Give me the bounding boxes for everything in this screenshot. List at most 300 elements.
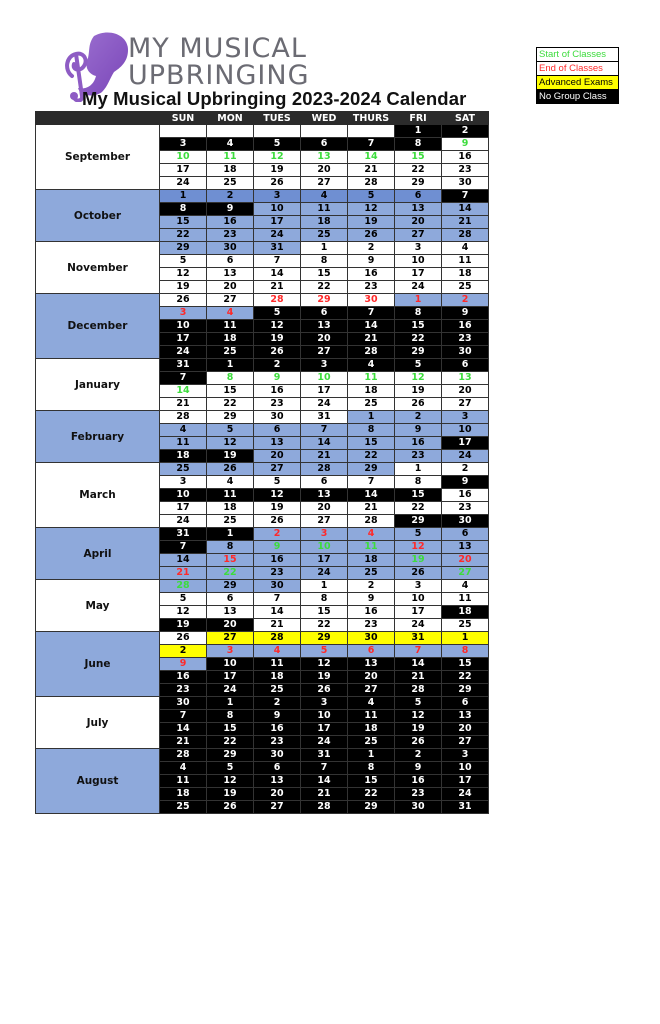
day-cell: 2 (207, 190, 254, 203)
day-cell: 16 (442, 320, 489, 333)
month-label: June (36, 632, 160, 697)
day-cell: 30 (254, 749, 301, 762)
day-cell: 12 (207, 775, 254, 788)
week-row (36, 580, 489, 593)
day-cell: 6 (207, 593, 254, 606)
day-cell (160, 125, 207, 138)
day-cell: 4 (160, 762, 207, 775)
day-cell: 25 (442, 281, 489, 294)
day-cell: 29 (207, 580, 254, 593)
day-cell: 25 (160, 801, 207, 814)
day-cell: 10 (301, 372, 348, 385)
day-cell: 23 (395, 450, 442, 463)
day-cell: 22 (395, 502, 442, 515)
day-cell: 4 (348, 528, 395, 541)
day-cell: 3 (160, 138, 207, 151)
day-cell: 30 (254, 580, 301, 593)
day-cell: 29 (348, 801, 395, 814)
day-cell: 5 (395, 359, 442, 372)
day-cell: 22 (207, 567, 254, 580)
day-cell: 20 (254, 788, 301, 801)
day-cell: 4 (348, 359, 395, 372)
day-cell: 26 (207, 801, 254, 814)
day-cell: 6 (442, 528, 489, 541)
month-label: July (36, 697, 160, 749)
day-cell: 6 (254, 762, 301, 775)
day-cell: 13 (301, 320, 348, 333)
day-cell: 21 (254, 619, 301, 632)
day-cell: 25 (442, 619, 489, 632)
day-cell: 27 (207, 294, 254, 307)
day-cell: 1 (395, 463, 442, 476)
day-cell: 16 (442, 151, 489, 164)
day-cell: 9 (254, 541, 301, 554)
month-label: January (36, 359, 160, 411)
day-cell: 30 (442, 177, 489, 190)
day-cell: 7 (160, 710, 207, 723)
day-cell: 17 (301, 385, 348, 398)
day-cell: 6 (207, 255, 254, 268)
day-cell: 28 (160, 580, 207, 593)
day-cell: 18 (207, 164, 254, 177)
day-cell: 16 (254, 723, 301, 736)
day-cell: 15 (301, 606, 348, 619)
day-cell: 21 (442, 216, 489, 229)
day-cell: 13 (301, 489, 348, 502)
day-cell: 25 (207, 346, 254, 359)
day-cell: 25 (348, 398, 395, 411)
day-cell: 16 (254, 385, 301, 398)
day-cell: 28 (348, 177, 395, 190)
day-cell: 18 (348, 554, 395, 567)
day-cell: 11 (207, 151, 254, 164)
day-cell: 29 (160, 242, 207, 255)
day-cell: 20 (254, 450, 301, 463)
day-cell: 27 (442, 736, 489, 749)
day-cell: 22 (395, 333, 442, 346)
day-cell: 29 (395, 515, 442, 528)
day-cell: 24 (207, 684, 254, 697)
day-cell: 30 (160, 697, 207, 710)
day-cell: 4 (301, 190, 348, 203)
day-cell: 14 (160, 554, 207, 567)
day-cell: 14 (160, 723, 207, 736)
day-cell: 27 (301, 515, 348, 528)
week-row (36, 294, 489, 307)
day-cell: 12 (395, 541, 442, 554)
day-cell: 27 (207, 632, 254, 645)
day-cell: 16 (348, 606, 395, 619)
day-cell: 6 (301, 476, 348, 489)
day-cell: 21 (301, 450, 348, 463)
day-cell: 22 (395, 164, 442, 177)
day-cell: 6 (442, 359, 489, 372)
day-cell: 13 (254, 437, 301, 450)
day-cell: 24 (301, 398, 348, 411)
month-label: September (36, 125, 160, 190)
day-cell: 10 (301, 541, 348, 554)
day-cell: 8 (160, 203, 207, 216)
day-cell: 24 (395, 619, 442, 632)
day-cell: 22 (348, 788, 395, 801)
weekday-header: THURS (348, 112, 395, 125)
day-cell: 1 (442, 632, 489, 645)
day-cell: 9 (160, 658, 207, 671)
day-cell: 19 (395, 385, 442, 398)
day-cell: 23 (348, 619, 395, 632)
day-cell: 2 (442, 125, 489, 138)
day-cell: 19 (254, 502, 301, 515)
day-cell: 15 (348, 775, 395, 788)
legend-item: Advanced Exams (537, 76, 618, 90)
day-cell: 15 (442, 658, 489, 671)
day-cell: 10 (442, 424, 489, 437)
month-label: February (36, 411, 160, 463)
day-cell: 18 (301, 216, 348, 229)
day-cell: 16 (395, 775, 442, 788)
logo-line-2: UPBRINGING (128, 60, 310, 91)
day-cell: 4 (442, 242, 489, 255)
day-cell: 20 (442, 723, 489, 736)
day-cell: 24 (395, 281, 442, 294)
day-cell: 11 (207, 320, 254, 333)
day-cell: 5 (207, 762, 254, 775)
day-cell: 30 (442, 346, 489, 359)
day-cell: 21 (348, 333, 395, 346)
day-cell: 18 (442, 268, 489, 281)
day-cell: 31 (160, 528, 207, 541)
week-row (36, 359, 489, 372)
day-cell: 31 (395, 632, 442, 645)
weekday-header-row (36, 112, 489, 125)
day-cell: 6 (254, 424, 301, 437)
day-cell: 26 (348, 229, 395, 242)
day-cell (301, 125, 348, 138)
day-cell: 12 (395, 710, 442, 723)
day-cell: 17 (254, 216, 301, 229)
day-cell: 11 (207, 489, 254, 502)
weekday-header: FRI (395, 112, 442, 125)
day-cell: 9 (348, 255, 395, 268)
day-cell: 22 (207, 736, 254, 749)
day-cell: 12 (348, 203, 395, 216)
month-label: April (36, 528, 160, 580)
day-cell: 24 (254, 229, 301, 242)
day-cell: 28 (301, 463, 348, 476)
day-cell: 3 (207, 645, 254, 658)
day-cell: 19 (348, 216, 395, 229)
day-cell: 19 (395, 554, 442, 567)
day-cell: 29 (395, 177, 442, 190)
day-cell: 17 (395, 606, 442, 619)
day-cell: 22 (442, 671, 489, 684)
day-cell: 8 (207, 541, 254, 554)
day-cell: 30 (395, 801, 442, 814)
day-cell: 21 (348, 502, 395, 515)
day-cell: 2 (395, 411, 442, 424)
day-cell: 24 (160, 515, 207, 528)
day-cell: 24 (442, 788, 489, 801)
day-cell: 20 (301, 333, 348, 346)
day-cell: 25 (207, 515, 254, 528)
day-cell: 10 (160, 489, 207, 502)
day-cell: 20 (348, 671, 395, 684)
day-cell: 9 (442, 307, 489, 320)
day-cell: 28 (254, 294, 301, 307)
day-cell: 26 (395, 736, 442, 749)
day-cell: 13 (442, 372, 489, 385)
day-cell: 8 (395, 307, 442, 320)
day-cell: 12 (395, 372, 442, 385)
day-cell: 23 (442, 333, 489, 346)
legend-item: Start of Classes (537, 48, 618, 62)
day-cell: 4 (348, 697, 395, 710)
day-cell: 19 (160, 619, 207, 632)
day-cell: 23 (254, 736, 301, 749)
day-cell: 22 (207, 398, 254, 411)
day-cell: 17 (301, 723, 348, 736)
day-cell: 18 (348, 385, 395, 398)
day-cell: 18 (160, 788, 207, 801)
day-cell: 26 (160, 632, 207, 645)
day-cell: 10 (207, 658, 254, 671)
day-cell: 14 (301, 775, 348, 788)
day-cell: 24 (160, 346, 207, 359)
day-cell: 9 (348, 593, 395, 606)
calendar-table (35, 111, 489, 814)
day-cell: 24 (160, 177, 207, 190)
day-cell: 28 (348, 346, 395, 359)
legend-item: No Group Class (537, 90, 618, 103)
day-cell: 30 (348, 294, 395, 307)
day-cell: 26 (254, 515, 301, 528)
day-cell: 16 (207, 216, 254, 229)
day-cell: 12 (254, 489, 301, 502)
day-cell: 31 (301, 749, 348, 762)
day-cell: 5 (160, 255, 207, 268)
month-label: November (36, 242, 160, 294)
day-cell: 5 (348, 190, 395, 203)
day-cell: 3 (442, 411, 489, 424)
day-cell: 31 (442, 801, 489, 814)
day-cell: 15 (301, 268, 348, 281)
day-cell: 10 (160, 151, 207, 164)
day-cell: 31 (254, 242, 301, 255)
day-cell: 18 (207, 502, 254, 515)
day-cell: 11 (348, 541, 395, 554)
weekday-header: TUES (254, 112, 301, 125)
day-cell: 25 (301, 229, 348, 242)
day-cell: 11 (442, 255, 489, 268)
logo-line-1: MY MUSICAL (128, 33, 307, 64)
day-cell: 27 (442, 398, 489, 411)
day-cell: 11 (301, 203, 348, 216)
day-cell: 15 (348, 437, 395, 450)
day-cell: 13 (395, 203, 442, 216)
day-cell: 2 (442, 463, 489, 476)
day-cell: 1 (395, 125, 442, 138)
day-cell: 14 (348, 489, 395, 502)
day-cell: 29 (301, 294, 348, 307)
day-cell: 26 (301, 684, 348, 697)
day-cell: 2 (254, 697, 301, 710)
day-cell: 20 (442, 385, 489, 398)
day-cell: 29 (442, 684, 489, 697)
day-cell: 30 (254, 411, 301, 424)
day-cell: 23 (207, 229, 254, 242)
day-cell: 9 (442, 138, 489, 151)
day-cell: 18 (254, 671, 301, 684)
day-cell: 5 (254, 307, 301, 320)
day-cell: 14 (160, 385, 207, 398)
day-cell: 13 (348, 658, 395, 671)
day-cell: 11 (348, 372, 395, 385)
day-cell: 14 (442, 203, 489, 216)
day-cell: 21 (348, 164, 395, 177)
day-cell: 3 (301, 528, 348, 541)
day-cell: 19 (207, 788, 254, 801)
day-cell: 9 (207, 203, 254, 216)
day-cell: 7 (301, 762, 348, 775)
month-label: May (36, 580, 160, 632)
day-cell: 2 (348, 580, 395, 593)
day-cell: 17 (442, 437, 489, 450)
day-cell: 4 (254, 645, 301, 658)
day-cell: 21 (160, 398, 207, 411)
day-cell: 29 (207, 749, 254, 762)
day-cell: 1 (301, 580, 348, 593)
day-cell: 11 (160, 775, 207, 788)
day-cell: 28 (348, 515, 395, 528)
day-cell: 4 (207, 138, 254, 151)
day-cell: 13 (207, 268, 254, 281)
day-cell: 6 (301, 138, 348, 151)
month-label: March (36, 463, 160, 528)
day-cell: 27 (442, 567, 489, 580)
day-cell: 28 (442, 229, 489, 242)
day-cell: 7 (160, 541, 207, 554)
day-cell: 1 (207, 359, 254, 372)
day-cell: 29 (395, 346, 442, 359)
day-cell: 17 (160, 333, 207, 346)
day-cell: 13 (254, 775, 301, 788)
calendar-title: My Musical Upbringing 2023-2024 Calendar (82, 88, 467, 109)
day-cell: 20 (442, 554, 489, 567)
day-cell: 10 (442, 762, 489, 775)
week-row (36, 528, 489, 541)
day-cell: 21 (395, 671, 442, 684)
day-cell: 19 (254, 164, 301, 177)
day-cell: 14 (348, 320, 395, 333)
day-cell: 27 (254, 463, 301, 476)
day-cell: 3 (442, 749, 489, 762)
day-cell: 8 (395, 138, 442, 151)
day-cell: 17 (442, 775, 489, 788)
day-cell: 4 (207, 476, 254, 489)
day-cell: 7 (348, 307, 395, 320)
day-cell: 16 (395, 437, 442, 450)
day-cell: 17 (207, 671, 254, 684)
day-cell: 15 (207, 554, 254, 567)
day-cell: 9 (395, 762, 442, 775)
day-cell: 19 (254, 333, 301, 346)
day-cell: 23 (254, 398, 301, 411)
day-cell: 24 (301, 736, 348, 749)
day-cell (348, 125, 395, 138)
day-cell: 6 (442, 697, 489, 710)
day-cell: 25 (348, 736, 395, 749)
legend-item: End of Classes (537, 62, 618, 76)
day-cell: 7 (254, 593, 301, 606)
day-cell: 17 (160, 502, 207, 515)
day-cell: 4 (442, 580, 489, 593)
day-cell: 23 (395, 788, 442, 801)
day-cell: 9 (395, 424, 442, 437)
day-cell: 6 (395, 190, 442, 203)
day-cell: 25 (254, 684, 301, 697)
day-cell: 29 (207, 411, 254, 424)
day-cell: 21 (254, 281, 301, 294)
weekday-header: MON (207, 112, 254, 125)
day-cell: 13 (442, 710, 489, 723)
day-cell: 8 (348, 424, 395, 437)
day-cell: 29 (348, 463, 395, 476)
day-cell: 6 (348, 645, 395, 658)
day-cell: 20 (301, 164, 348, 177)
day-cell: 7 (395, 645, 442, 658)
day-cell: 9 (254, 372, 301, 385)
day-cell: 27 (254, 801, 301, 814)
day-cell: 20 (395, 216, 442, 229)
day-cell: 15 (160, 216, 207, 229)
week-row (36, 697, 489, 710)
day-cell: 1 (348, 411, 395, 424)
weekday-header: SUN (160, 112, 207, 125)
day-cell: 7 (160, 372, 207, 385)
day-cell: 18 (160, 450, 207, 463)
day-cell: 25 (160, 463, 207, 476)
day-cell: 23 (442, 164, 489, 177)
week-row (36, 463, 489, 476)
day-cell: 25 (348, 567, 395, 580)
day-cell: 5 (254, 476, 301, 489)
day-cell: 30 (207, 242, 254, 255)
day-cell: 3 (301, 359, 348, 372)
day-cell: 27 (301, 177, 348, 190)
day-cell: 30 (442, 515, 489, 528)
day-cell: 2 (254, 359, 301, 372)
day-cell: 12 (301, 658, 348, 671)
day-cell: 19 (160, 281, 207, 294)
day-cell: 22 (160, 229, 207, 242)
day-cell: 16 (254, 554, 301, 567)
day-cell: 6 (301, 307, 348, 320)
day-cell: 2 (348, 242, 395, 255)
day-cell: 9 (254, 710, 301, 723)
weekday-header: SAT (442, 112, 489, 125)
week-row (36, 242, 489, 255)
day-cell: 20 (207, 619, 254, 632)
day-cell: 18 (442, 606, 489, 619)
day-cell: 3 (395, 580, 442, 593)
day-cell: 5 (395, 528, 442, 541)
day-cell: 15 (395, 320, 442, 333)
day-cell: 24 (301, 567, 348, 580)
day-cell: 12 (254, 151, 301, 164)
day-cell: 15 (207, 385, 254, 398)
day-cell: 31 (160, 359, 207, 372)
day-cell: 28 (395, 684, 442, 697)
